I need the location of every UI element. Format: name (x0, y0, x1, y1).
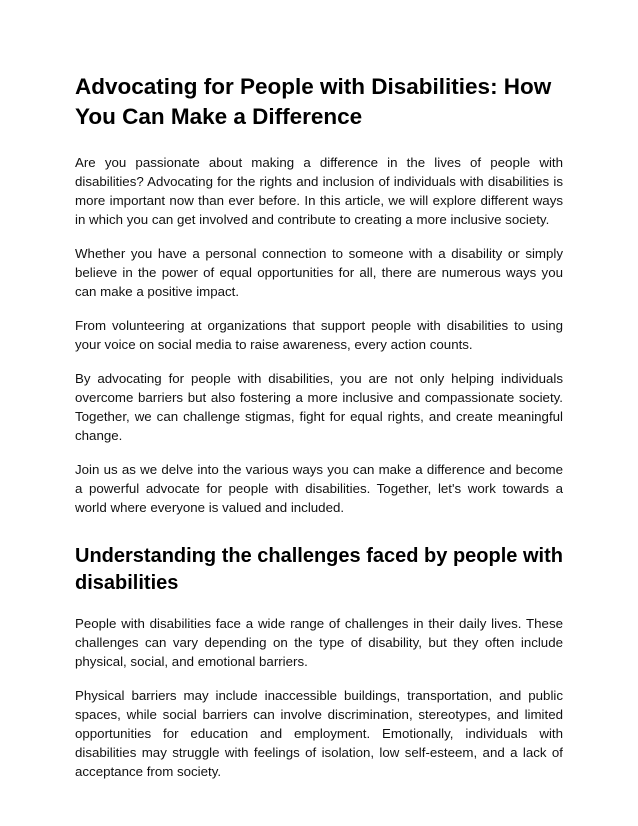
intro-paragraph-1: Are you passionate about making a difference in the lives of people with disabilities? Advocating for the rights and inclusion of individuals with disabilities is more important now than ever before. In this article, we will explore different ways in which you can get involved and contribute to creating a more inclusive society. (75, 155, 563, 227)
section-heading: Understanding the challenges faced by people with disabilities (75, 545, 563, 594)
intro-paragraph-5: Join us as we delve into the various ways you can make a difference and become a powerful advocate for people with disabilities. Together, let's work towards a world where everyone is valued and included. (75, 462, 563, 515)
article-title: Advocating for People with Disabilities: How You Can Make a Difference (75, 74, 552, 129)
intro-paragraph-4: By advocating for people with disabilities, you are not only helping individuals overcome barriers but also fostering a more inclusive and compassionate society. Together, we can challenge stigmas, fight for equal rights, and create meaningful change. (75, 371, 563, 443)
section-paragraph-1: People with disabilities face a wide range of challenges in their daily lives. These challenges can vary depending on the type of disability, but they often include physical, social, and emotional barriers. (75, 616, 563, 669)
intro-paragraph-2: Whether you have a personal connection to someone with a disability or simply believe in the power of equal opportunities for all, there are numerous ways you can make a positive impact. (75, 246, 563, 299)
intro-paragraph-3: From volunteering at organizations that support people with disabilities to using your voice on social media to raise awareness, every action counts. (75, 318, 563, 352)
section-paragraph-2: Physical barriers may include inaccessible buildings, transportation, and public spaces, while social barriers can involve discrimination, stereotypes, and limited opportunities for education and employment. Emotionally, individuals with disabilities may struggle with feelings of isolation, low self-esteem, and a lack of acceptance from society. (75, 688, 563, 779)
document-page (75, 72, 563, 796)
